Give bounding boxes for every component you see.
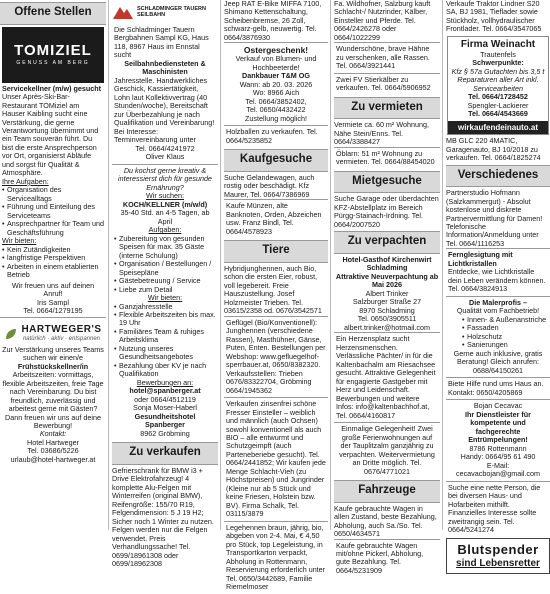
tomziel-logo-main: TOMIZIEL (14, 41, 92, 59)
cecavac-name: Bojan Cecavac (473, 401, 523, 411)
ad-lichtkristalle (446, 248, 550, 295)
cecavac-phone: Handy: 0664/95 61 490 (460, 452, 536, 462)
ad-fahrzeuge-1: Kaufe gebrauchte Wagen in allen Zustand, beste Bezahlung, Abholung, auch Sa./So. Tel. 0650/4634571 (334, 503, 437, 539)
tomziel-logo-sub: GENUSS AM BERG (16, 60, 90, 67)
ad-kaufgesuche-2: Kaufe Münzen, alte Banknoten, Orden, Abzeichen usw. Franz Bindl, Tel. 0664/4578923 (224, 199, 328, 238)
ostern-company: Dankbauer T&M OG (242, 71, 310, 81)
list-item: • Sanierungen (462, 341, 548, 349)
koch-intro: Du kochst gerne kreativ & interessierst dich für gesunde Ernährung? (118, 165, 212, 192)
koch-company: Gesundheitshotel Spanberger (134, 411, 196, 430)
section-header-zu-vermieten: Zu vermieten (334, 97, 440, 120)
ad-holz: Holzballen zu verkaufen. Tel. 0664/5235852 (224, 125, 328, 147)
ad-weinacht (447, 36, 549, 135)
ad-hilfe-haus: Biete Hilfe rund ums Haus an. Kontakt: 0650/4205869 (446, 377, 550, 399)
koch-title: KOCH/KELLNER (m/w/d) (122, 199, 208, 209)
ad-fahrzeuge-2: Kaufe gebrauchte Wagen mit/ohne Pickerl, Abholung, gute Bezahlung. Tel. 0664/5231909 (334, 539, 440, 578)
contact-name: Iris Sampl (37, 297, 69, 307)
section-header-mietgesuche: Mietgesuche (334, 171, 440, 194)
ostern-phone-2: Tel. 0650/4432422 (246, 105, 306, 115)
weinacht-schwerpunkte: Schwerpunkte: (472, 58, 524, 68)
list-item: • Ansprechpartner für Team und Geschäftsführung (2, 220, 104, 237)
hartweger-logo-name: HARTWEGER'S (21, 324, 102, 336)
sch-jobs: Seilbahnbediensteten & Maschinisten (124, 58, 206, 77)
list-item: • Familiäres Team & ruhiges Arbeitsklima (114, 328, 216, 345)
closing-text: Wir freuen uns auf deinen Anruf! (11, 280, 95, 299)
weinacht-sub: Trautenfels (480, 49, 516, 59)
list-item: • langfristige Perspektiven (2, 254, 104, 262)
ostern-place: Wo: 8966 Aich (252, 88, 300, 98)
ad-wildhofner: Fa. Wildhofner, Salzburg kauft Schlacht-/ Nutzrinder, Kälber, Einsteller und Pferde. Tel. 0664/2426278 oder 0664/1022299 (334, 0, 431, 42)
section-header-offene-stellen: Offene Stellen (0, 2, 106, 25)
leaf-icon (4, 327, 18, 341)
ad-traktor: Verkaufe Traktor Lindner S20 SA, BJ 1981, Tieflader sowie Stückholz, vollhydraulischer Frontlader. Tel. 0664/3547065 (446, 0, 542, 34)
koch-hours: 35-40 Std. an 4-5 Tagen, ab April (120, 208, 210, 226)
hotel-attraction: Attraktive Neuverpachtung ab Mai 2026 (335, 271, 439, 290)
ad-kaltenbachalm: Ein Herzensplatz sucht Herzensmenschen. Verlässliche Pächter/ in für die Kaltenbachalm am Riesachsee gesucht. Attraktive Gelegenheit für engagierte Gastgeber mit Herz und Leidenschaft. Bewerbungen und weitere Infos: info@kaltenbachhof.at, Tel. 0664/4160817 (334, 332, 440, 422)
section-header-fahrzeuge: Fahrzeuge (334, 480, 440, 503)
list-item: • Kein Zutändigkeiten (2, 246, 104, 254)
ad-tiere-4: Legehennen braun, jährig, bio, abgeben von 2-4. Mai, € 4,50 pro Stück, top Legeleistung, in Transportkarton verpackt, Abholung in Rottenmann, Reservierung erforderlich unter Tel. 0650/3442689, Familie Riemelmoser (224, 521, 328, 594)
ad-haehne: Wunderschöne, brave Hähne zu verschenken, alle Rassen. Tel. 0664/3921441 (334, 42, 440, 72)
section-header-verschiedenes: Verschiedenes (446, 165, 550, 188)
ad-vermieten-1: Vermiete ca. 60 m² Wohnung, Nähe Stein/Enns. Tel. 0664/3388427 (334, 120, 429, 147)
ad-tiere-1: Hybridjunghennen, auch Bio, schon die ersten Eier, robust, voll legebereit. Freie Hauszustellung. Josef Holzmeister Trieben. Tel. 03615/2358 od. 0676/3542571 (224, 263, 322, 316)
section-header-zu-verpachten: Zu verpachten (334, 231, 440, 254)
hw-hotel: Hotel Hartweger (27, 437, 79, 447)
list-item: • Fassaden (462, 324, 548, 332)
koch-aufgaben-label: Aufgaben: (148, 225, 182, 235)
list-item: • Holzschutz (462, 333, 548, 341)
column-5 (442, 0, 550, 569)
list-item: • Organisation des Servicealltags (2, 186, 104, 203)
ad-tauplitzalm: Einmalige Gelegenheit! Zwei große Ferienwohnungen auf der Tauplitzalm ganzjährig zu verpachten. Weitervermietung an Dritte möglich. Tel. 0676/4771021 (334, 422, 440, 478)
hotel-contact-name: Albert Trinker (365, 288, 409, 298)
ostern-text: Verkauf von Blumen- und Hochbeeterde! (235, 54, 317, 72)
hartweger-logo-tag: natürlich · aktiv · entspannen (22, 336, 101, 342)
ad-mb-glc: MB GLC 220 4MATIC, Garagenauto, BJ 10/2018 zu verkaufen. Tel. 0664/1825274 (446, 136, 541, 163)
sch-body: Jahresstelle. Handwerkliches Geschick, Kassiertätigkeit, Lohn laut Kollektivvertrag (40 Stunden/woche), Bereitschaft zur Überbezahlung je nach Qualifikation und Vereinbarung! Bei Interesse: Terminvereinbarung unter (114, 75, 215, 145)
ostern-head: Ostergeschenk! (243, 45, 309, 56)
sch-intro: Die Schladminger Tauern Bergbahnen Sampl KG, Haus 118, 8967 Haus im Ennstal sucht (114, 25, 209, 60)
ad-stierkaelber: Zwei FV Stierkälber zu verkaufen. Tel. 0664/5906952 (334, 73, 440, 95)
ostern-delivery: Zustellung möglich! (245, 113, 307, 123)
weinacht-phone-2: Tel. 0664/4543669 (468, 109, 528, 119)
ad-schladming (112, 24, 218, 164)
hotel-place: 8970 Schladming (359, 305, 415, 315)
ad-kirchenwirt (334, 256, 440, 332)
koch-place: 8962 Gröbming (140, 428, 190, 438)
ad-tiere-3: Verkaufen zinsenfrei schöne Fresser Einsteller – weiblich und männlich (auch Ochsen) sowohl konventionell als auch BIO – alle entwurmt und Schutzgeimpft (auch Parteneberiebe gesucht). Tel. 0664/2441852; Wir kaufen jede Menge Schlacht-Vieh (zu Höchstpreisen) und Jungrinder (Kleine nur ab 5 Stück und keine Friesen, Holstein bzw. BV). Firma Schalk, Tel. 03115/3879 (224, 397, 328, 521)
ostern-date: Wann: ab 20. 03. 2026 (239, 79, 313, 89)
list-item: • Zubereitung von gesunden Speisen für max. 35 Gäste (interne Schulung) (114, 235, 216, 260)
blutspender-box (446, 538, 550, 573)
ad-verkaufen: Gefrierschrank für BMW i3 + Drive Elektrofahrzeug! 4 komplette Alu-Felgen mit Winterreifen (original BMW), Reifengröße: 155/70 R19, Felgendimension: 5 J 19 H2; Sicher noch 1 Winter zu nutzen. Felgen werden nur die Felgen verwendet. Preis Verhandlungssache! Tel. 0699/18961308 oder 0699/18962308 (112, 465, 214, 569)
aufgaben-label: Ihre Aufgaben: (2, 176, 49, 186)
ad-cecavac (446, 399, 550, 480)
column-3 (220, 0, 328, 592)
ad-vermieten-2: Öblarn: 51 m² Wohnung zu vermieten. Tel. 0664/88454020 (334, 147, 440, 169)
hw-body: Arbeitszeiten: vormittags, flexible Arbeitszeiten, freie Tage nach Vereinbarung. Du bist freundlich, zuverlässig und arbeitest gerne mit Gästen? Dann freuen wir uns auf deine Bewerbung! (2, 370, 104, 430)
hw-phone: Tel. 03686/5226 (27, 446, 79, 456)
koch-phone: oder 0664/4512119 (134, 394, 196, 404)
koch-email[interactable]: hotel@spanberger.at (129, 386, 201, 396)
koch-label: Wir suchen: (146, 191, 184, 201)
lichtkristalle-text: Entdecke, wie Lichtkristalle dein Leben verändern können. Tel. 0664/3824913 (448, 267, 546, 294)
column-4 (330, 0, 440, 575)
mountain-icon (112, 4, 134, 20)
lichtkristalle-title: Fernglesigtung mit Lichtkristallen (448, 250, 513, 268)
sch-name: Oliver Klaus (145, 152, 185, 162)
list-item: • Bezahlung über KV je nach Qualifikation (114, 362, 216, 379)
section-header-kaufgesuche: Kaufgesuche (224, 149, 328, 172)
section-header-zu-verkaufen: Zu verkaufen (112, 442, 218, 465)
weinacht-title: Firma Weinacht (460, 38, 536, 50)
list-item: • Ganzjahresstelle (114, 303, 216, 311)
column-1 (0, 0, 106, 530)
koch-name: Sonja Moser-Haberl (133, 403, 197, 413)
ad-hartweger (0, 317, 106, 467)
ad-spanberger (112, 164, 218, 441)
cecavac-title: Ihr Dienstleister für kompetente und fachgerechte Entrümpelungen! (465, 409, 531, 445)
hw-intro: Zur Verstärkung unseres Teams suchen wir einen/e (2, 344, 104, 363)
column-2 (108, 0, 218, 569)
weinacht-extra: Spengler-Lackierer (467, 100, 529, 110)
weinacht-phone-1: Tel. 0664/1728452 (468, 92, 528, 102)
bieten-label: Wir bieten: (2, 236, 37, 246)
ad-hausarbeiten: Suche eine nette Person, die bei diversen Haus- und Hofarbeiten mithilft. Finanzielles Interesse sollte zweitrangig sein. Tel. 0664/5241274 (446, 481, 550, 537)
list-item: • Organisation / Bestellungen / Speisepläne (114, 260, 216, 277)
malerprofis-text: Gerne auch inklusive, gratis Beratung! Gleich anrufen: 0688/64150261 (453, 348, 543, 375)
schladming-logo (112, 0, 218, 24)
hartweger-logo (2, 322, 104, 346)
ad-tiere-2: Geflügel (Bio/Konventionell): Junghennen (verschiedene Rassen), Masthühner, Gänse, Puten, Enten. Bestellungen per Webshop: www.gefluegelhof-sperrbauer.at, 0650/8382320. Verkaufsstellen: Trieben 0676/83322704, Gröbming 0664/1945362 (224, 316, 328, 397)
sch-phone: Tel. 0664/4241972 (135, 143, 195, 153)
list-item: • Gästebetreuung / Service (114, 277, 216, 285)
ad-partnerstudio: Partnerstudio Hofmann (Salzkammergut) - Absolut kostenlose und diskrete Partnervermittlung für Damen! Telefonische Information/Anmeldung unter Tel. 0664/1116253 (446, 188, 543, 248)
list-item: • Flexible Arbeitszeiten bis max. 19 Uhr (114, 311, 216, 328)
list-item: • Führung und Einteilung des Serviceteams (2, 203, 104, 220)
ad-kaufgesuche-1: Suche Gelandewagen, auch rostig oder beschädigt. Kfz Maurer, Tel. 0664/7386969 (224, 172, 315, 199)
schladming-logo-text: SCHLADMINGER TAUERN SEILBAHN (137, 5, 206, 18)
hotel-street: Salzburger Straße 27 (352, 297, 422, 307)
ad-body: Unser Après-Ski-Bar-Restaurant TOMiziel am Hauser Kaibling sucht eine Verstärkung, die gerne Verantwortung übernimmt und ein Team souverän führt. Du bist die erste Ansprechperson vor Ort, organisierst Abläufe und sorgst für Qualität & Atmosphäre. (2, 92, 99, 178)
ad-malerprofis (446, 296, 550, 377)
weinacht-body: Kfz § 57a Gutachten bis 3,5 t Reparaturen aller Art inkl. Servicearbeiten (451, 66, 545, 93)
hotel-title: Hotel-Gasthof Kirchenwirt Schladming (342, 254, 432, 273)
hotel-phone: Tel. 0650/3905511 (357, 314, 417, 324)
koch-bewerbung-label: Bewerbungen an: (136, 377, 194, 387)
hw-email[interactable]: urlaub@hotel-hartweger.at (10, 454, 96, 464)
weinacht-website[interactable]: wirkaufendeinauto.at (448, 121, 548, 134)
hotel-email[interactable]: albert.trinker@hotmail.com (344, 322, 430, 332)
hw-contact-label: Kontakt: (39, 429, 67, 439)
malerprofis-title: Die Malerprofis – (469, 297, 527, 307)
cecavac-email[interactable]: E-Mail: cecavacbojan@gmail.com (455, 460, 540, 479)
list-item: • Arbeiten in einem etablierten Betrieb (2, 263, 104, 280)
ad-tomziel (0, 84, 106, 317)
section-header-tiere: Tiere (224, 240, 328, 263)
koch-bieten-label: Wir bieten: (147, 293, 183, 303)
hw-job: Frühstückskellner/in (17, 361, 89, 371)
malerprofis-sub: Qualität vom Fachbetrieb! (456, 306, 540, 316)
cecavac-place: 8786 Rottenmann (469, 443, 527, 453)
ostern-phone-1: Tel. 0664/3852402, (245, 96, 307, 106)
ad-mietgesuche: Suche Garage oder überdachten KFZ-Abstellplatz im Bereich Pürgg-Stainach-Irdning. Tel. 0664/2007520 (334, 194, 439, 229)
contact-phone: Tel. 0664/1279195 (23, 306, 83, 316)
list-item: • Liebe zum Detail (114, 286, 216, 294)
ad-title: Servicekellner (m/w) gesucht (2, 83, 102, 93)
blutspender-title: Blutspender (457, 542, 539, 558)
list-item: • Nutzung unseres Gesundheitsangebotes (114, 345, 216, 362)
ad-jeep: Jeep RAT E-Bike MIFFA 7100, Shimano Kettenschaltung, Scheibenbremse, 26 Zoll, schwarz-gelb, neuwertig. Tel. 0664/3876930 (224, 0, 322, 42)
list-item: • Innen- & Außenanstriche (462, 316, 548, 324)
blutspender-sub: sind Lebensretter (456, 557, 540, 569)
ad-ostern (224, 42, 328, 125)
tomziel-logo (2, 27, 104, 83)
